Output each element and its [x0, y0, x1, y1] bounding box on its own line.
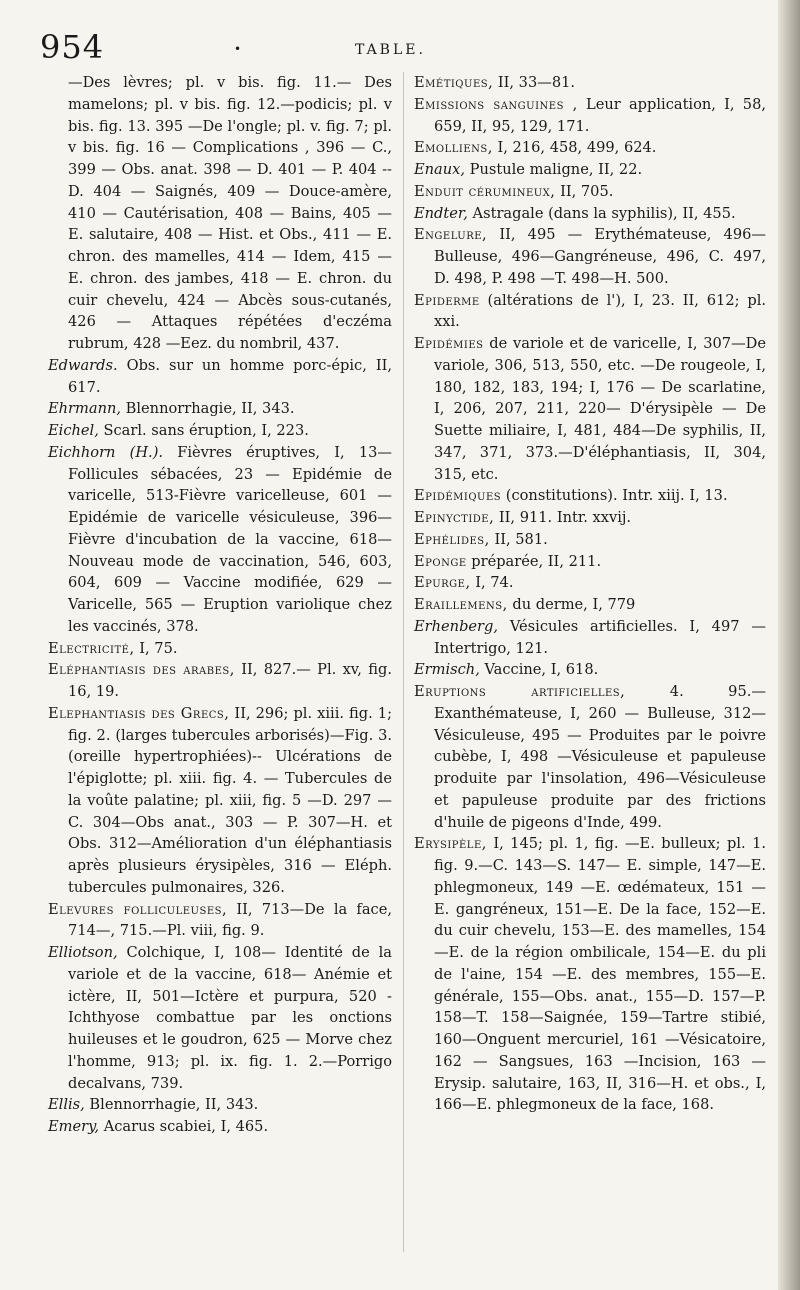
entry-heading: Eruptions artificielles, — [414, 683, 626, 700]
entry-text: II, 495 — Erythémateuse, 496—Bulleuse, 496—Gangréneuse, 496, C. 497, D. 498, P. 498 —T. 498—H. 500. — [434, 226, 766, 287]
author-name: Emery, — [48, 1118, 100, 1135]
index-entry — [414, 94, 766, 138]
entry-heading: Ephélides, — [414, 530, 490, 548]
right-column — [414, 72, 766, 1116]
entry-text: I, 145; pl. 1, fig. —E. bulleux; pl. 1. fig. 9.—C. 143—S. 147— E. simple, 147—E. phlegmoneux, 149 —E. œdémateux, 151 — E. gangréneux, 151—E. De la face, 152—E. du cuir chevelu, 153—E. des mamelles, 154—E. de la région ombilicale, 154—E. du pli de l'aine, 154 —E. des membres, 155—E. générale, 155—Obs. anat., 155—D. 157—P. 158—T. 158—Saignée, 159—Tartre stibié, 160—Onguent mercuriel, 161 —Vésicatoire, 162 — Sangsues, 163 —Incision, 163 — Erysip. salutaire, 163, II, 316—H. et obs., I, 166—E. phlegmoneux de la face, 168. — [434, 835, 766, 1114]
index-entry — [414, 224, 766, 289]
header-dot: • — [234, 42, 242, 56]
entry-text: II, 581. — [489, 530, 548, 548]
entry-heading: Eraillemens, — [414, 596, 508, 613]
index-entry — [414, 507, 766, 529]
entry-text: préparée, II, 211. — [466, 552, 602, 570]
entry-text: Blennorrhagie, II, 343. — [121, 400, 295, 418]
index-entry — [48, 442, 392, 638]
index-entry — [414, 551, 766, 573]
entry-text: I, 216, 458, 499, 624. — [492, 139, 657, 157]
entry-heading: Epinyctide, — [414, 509, 495, 526]
entry-heading: Electricité, — [48, 639, 135, 657]
entry-text: Acarus scabiei, I, 465. — [99, 1118, 269, 1135]
entry-heading: Eléphantiasis des arabes, — [48, 661, 235, 679]
index-entry — [414, 572, 766, 594]
index-entry — [414, 681, 766, 833]
entry-text: Scarl. sans éruption, I, 223. — [98, 422, 309, 439]
index-entry — [48, 420, 392, 442]
entry-heading: Emolliens, — [414, 139, 493, 157]
entry-heading: Eponge — [414, 552, 467, 570]
entry-text: Blennorrhagie, II, 343. — [84, 1096, 259, 1114]
entry-text: —Des lèvres; pl. v bis. fig. 11.— Des mamelons; pl. v bis. fig. 12.—podicis; pl. v bis. fig. 13. 395 —De l'ongle; pl. v. fig. 7; pl. v bis. fig. 16 — Complications , 396 — C., 399 — Obs. anat. 398 — D. 401 — P. 404 -- D. 404 — Saignés, 409 — Douce-amère, 410 — Cautérisation, 408 — Bains, 405 — E. salutaire, 408 — Hist. et Obs., 411 — E. chron. des mamelles, 414 — Idem, 415 — E. chron. des jambes, 418 — E. chron. du cuir chevelu, 424 — Abcès sous-cutanés, 426 — Attaques répétées d'eczéma rubrum, 428 —Eez. du nombril, 437. — [68, 74, 392, 352]
page-number: 954 — [40, 28, 105, 66]
index-entry — [48, 1094, 392, 1116]
entry-text: II, 296; pl. xiii. fig. 1; fig. 2. (larges tubercules arborisés)—Fig. 3.(oreille hypertrophiées)-- Ulcérations de l'épiglotte; pl. xiii. fig. 4. — Tubercules de la voûte palatine; pl. xiii, fig. 5 —D. 297 — C. 304—Obs anat., 303 — P. 307—H. et Obs. 312—Amélioration d'un éléphantiasis après plusieurs érysipèles, 316 — Eléph. tubercules pulmonaires, 326. — [68, 704, 392, 896]
entry-text: Vaccine, I, 618. — [479, 661, 599, 679]
index-entry — [48, 638, 392, 660]
index-entry — [48, 1116, 392, 1138]
index-entry — [414, 616, 766, 660]
index-entry — [414, 290, 766, 334]
entry-text: II, 827.— Pl. xv, fig. 16, 19. — [68, 661, 392, 700]
index-entry — [414, 203, 766, 225]
entry-text: Colchique, I, 108— Identité de la variole et de la vaccine, 618— Anémie et ictère, II, 501—Ictère et purpura, 520 - Ichthyose combattue par les onctions huileuses et le goudron, 625 — Morve chez l'homme, 913; pl. ix. fig. 1. 2.—Porrigo decalvans, 739. — [68, 944, 392, 1092]
entry-text: 4. 95.— Exanthémateuse, I, 260 — Bulleuse, 312—Vésiculeuse, 495 — Produites par le poivre cubèbe, I, 498 —Vésiculeuse et papuleuse produite par l'insolation, 496—Vésiculeuse et papuleuse produite par des frictions d'huile de pigeons d'Inde, 499. — [434, 683, 766, 831]
entry-text: II, 713—De la face, 714—, 715.—Pl. viii, fig. 9. — [68, 900, 392, 940]
entry-text: Obs. sur un homme porc-épic, II, 617. — [68, 356, 392, 396]
index-entry — [414, 333, 766, 485]
index-entry — [48, 942, 392, 1094]
entry-text: I, 75. — [134, 639, 178, 657]
index-entry — [48, 72, 392, 355]
index-entry — [414, 72, 766, 94]
index-entry — [414, 529, 766, 551]
index-entry — [48, 703, 392, 899]
entry-heading: Epidémiques — [414, 487, 502, 505]
entry-text: Vésicules artificielles. I, 497 —Intertrigo, 121. — [434, 617, 766, 657]
entry-text: Pustule maligne, II, 22. — [465, 161, 643, 178]
index-entry — [48, 899, 392, 943]
author-name: Ermisch, — [414, 661, 480, 679]
entry-text: II, 33—81. — [493, 74, 576, 91]
entry-heading: Erysipèle, — [414, 835, 487, 853]
entry-text: (constitutions). Intr. xiij. I, 13. — [501, 487, 728, 505]
left-column — [48, 72, 392, 1138]
author-name: Ellis, — [48, 1096, 85, 1114]
author-name: Endter, — [414, 204, 468, 222]
index-entry — [414, 137, 766, 159]
entry-text: Fièvres éruptives, I, 13— Follicules sébacées, 23 — Epidémie de varicelle, 513-Fièvre varicelleuse, 601 —Epidémie de varicelle vésiculeuse, 396—Fièvre d'incubation de la vaccine, 618— Nouveau mode de vaccination, 546, 603, 604, 609 — Vaccine modifiée, 629 —Varicelle, 565 — Eruption variolique chez les vaccinés, 378. — [68, 443, 393, 635]
author-name: Eichel, — [48, 422, 99, 439]
entry-heading: Enduit cérumineux, — [414, 182, 556, 200]
author-name: Erhenberg, — [414, 617, 498, 635]
index-entry — [48, 398, 392, 420]
author-name: Eichhorn (H.). — [48, 443, 164, 461]
index-entry — [414, 594, 766, 616]
index-entry — [414, 659, 766, 681]
page-edge-shadow — [778, 0, 800, 1290]
entry-heading: Epidémies — [414, 335, 484, 352]
index-entry — [414, 181, 766, 203]
entry-heading: Elevures folliculeuses, — [48, 900, 228, 918]
index-entry — [48, 659, 392, 703]
entry-text: de variole et de varicelle, I, 307—De variole, 306, 513, 550, etc. —De rougeole, I, 180, 182, 183, 194; I, 176 — De scarlatine, I, 206, 207, 211, 220— D'érysipèle — De Suette miliaire, I, 481, 484—De syphilis, II, 347, 371, 373.—D'éléphantiasis, II, 304, 315, etc. — [434, 335, 766, 483]
entry-text: II, 705. — [555, 182, 614, 200]
index-entry — [414, 833, 766, 1116]
index-entry — [414, 159, 766, 181]
entry-heading: Emissions sanguines , — [414, 95, 578, 113]
entry-text: Leur application, I, 58, 659, II, 95, 129, 171. — [434, 95, 766, 135]
column-divider — [403, 72, 404, 1252]
running-title: TABLE. — [355, 42, 426, 58]
page-header — [0, 28, 800, 68]
entry-heading: Epiderme — [414, 291, 480, 309]
entry-heading: Elephantiasis des Grecs, — [48, 704, 230, 722]
author-name: Edwards. — [48, 356, 118, 374]
entry-text: du derme, I, 779 — [507, 596, 636, 613]
author-name: Ehrmann, — [48, 400, 122, 418]
entry-text: I, 74. — [470, 574, 514, 592]
entry-text: (altérations de l'), I, 23. II, 612; pl. xxi. — [434, 291, 766, 331]
index-entry — [48, 355, 392, 399]
entry-text: Astragale (dans la syphilis), II, 455. — [467, 204, 736, 222]
entry-heading: Emétiques, — [414, 74, 494, 91]
author-name: Enaux, — [414, 161, 466, 178]
entry-heading: Epurge, — [414, 574, 471, 592]
author-name: Elliotson, — [48, 944, 118, 961]
index-entry — [414, 485, 766, 507]
entry-text: II, 911. Intr. xxvij. — [494, 509, 632, 526]
entry-heading: Engelure, — [414, 226, 488, 244]
